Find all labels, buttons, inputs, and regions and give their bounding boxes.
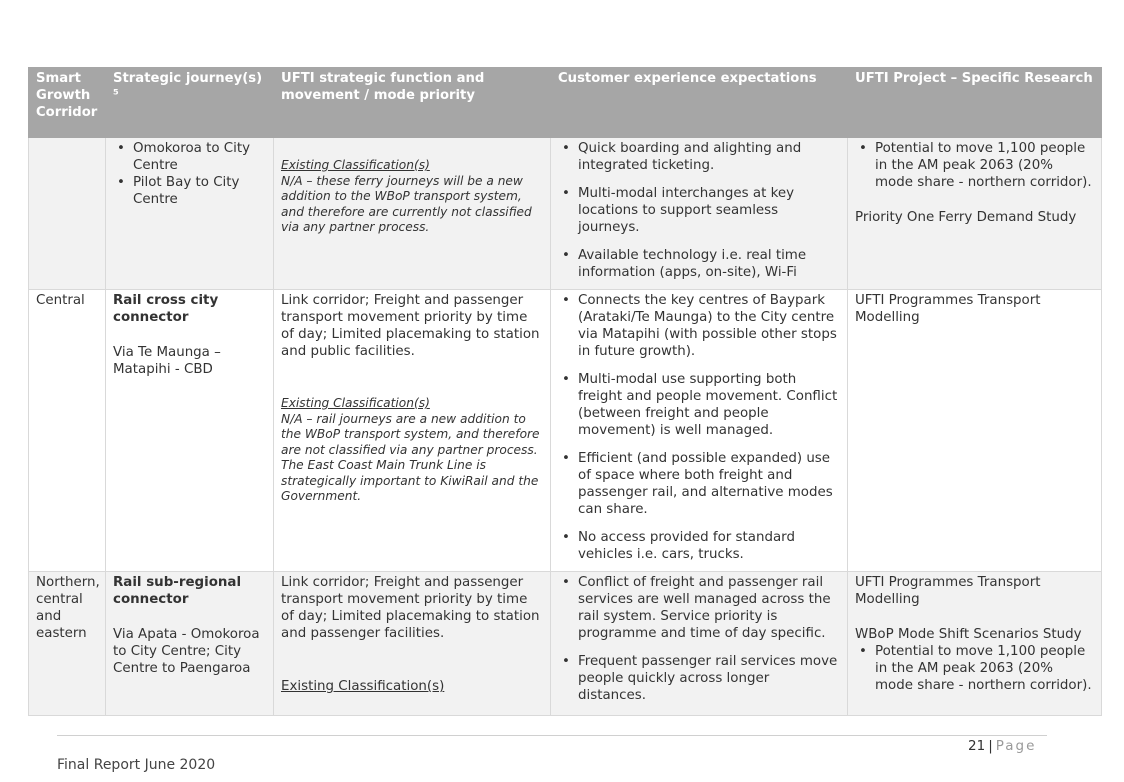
row3-research-text-2: WBoP Mode Shift Scenarios Study	[855, 627, 1082, 642]
table-header-row	[29, 68, 1102, 138]
page-number	[968, 738, 1036, 754]
list-item: • Frequent passenger rail services move people quickly across longer distances.	[558, 653, 840, 704]
row2-journey-via: Via Te Maunga – Matapihi - CBD	[113, 345, 221, 377]
row1-research-cell	[848, 138, 1102, 290]
row1-corridor-cell	[29, 138, 106, 290]
list-item: • Quick boarding and alighting and integrated ticketing.	[558, 140, 840, 174]
row1-expectations-list	[558, 140, 840, 281]
row3-expectations-list	[558, 574, 840, 704]
list-item: • Multi-modal interchanges at key locations to support seamless journeys.	[558, 185, 840, 236]
row3-research-cell	[848, 572, 1102, 716]
row2-journeys-cell	[106, 290, 274, 572]
list-item: • Omokoroa to City Centre	[113, 140, 266, 174]
footer-divider	[57, 735, 1047, 736]
header-expectations: Customer experience expectations	[551, 68, 848, 138]
row1-expectations-cell	[551, 138, 848, 290]
row3-expectations-cell	[551, 572, 848, 716]
header-corridor: Smart Growth Corridor	[29, 68, 106, 138]
row2-function-cell	[274, 290, 551, 572]
list-item: • Connects the key centres of Baypark (Arataki/Te Maunga) to the City centre via Matapihi (with possible other stops in future growth).	[558, 292, 840, 360]
row3-function-cell	[274, 572, 551, 716]
table-row	[29, 138, 1102, 290]
row1-function-cell	[274, 138, 551, 290]
row3-corridor-cell: Northern, central and eastern	[29, 572, 106, 716]
row1-journeys-list	[113, 140, 266, 208]
header-research: UFTI Project – Specific Research	[848, 68, 1102, 138]
row3-journey-title: Rail sub-regional connector	[113, 575, 242, 607]
row2-function-text: Link corridor; Freight and passenger transport movement priority by time of day; Limited placemaking to station and public facilities.	[281, 293, 540, 359]
list-item: • No access provided for standard vehicles i.e. cars, trucks.	[558, 529, 840, 563]
row2-classification-text: N/A – rail journeys are a new addition to the WBoP transport system, and therefore are not classified via any partner process.	[281, 411, 540, 457]
row1-classification-text: N/A – these ferry journeys will be a new addition to the WBoP transport system, and therefore are currently not classified via any partner process.	[281, 173, 532, 234]
row3-research-text-1: UFTI Programmes Transport Modelling	[855, 575, 1041, 607]
row2-expectations-list	[558, 292, 840, 563]
list-item: • Potential to move 1,100 people in the AM peak 2063 (20% mode share - northern corridor).	[855, 140, 1094, 191]
page-number-value: 21	[968, 738, 986, 754]
header-journeys: Strategic journey(s) ⁵	[106, 68, 274, 138]
row1-research-text: Priority One Ferry Demand Study	[855, 210, 1077, 225]
list-item: • Pilot Bay to City Centre	[113, 174, 266, 208]
list-item: • Potential to move 1,100 people in the AM peak 2063 (20% mode share - northern corridor).	[855, 643, 1094, 694]
row3-function-text: Link corridor; Freight and passenger transport movement priority by time of day; Limited placemaking to station and passenger facilities.	[281, 575, 540, 641]
list-item: • Available technology i.e. real time information (apps, on-site), Wi-Fi	[558, 247, 840, 281]
list-item: • Conflict of freight and passenger rail services are well managed across the rail system. Service priority is programme and time of day specific.	[558, 574, 840, 642]
row3-classification-heading: Existing Classification(s)	[281, 679, 445, 694]
header-function: UFTI strategic function and movement / mode priority	[274, 68, 551, 138]
row3-journeys-cell	[106, 572, 274, 716]
row3-journey-via: Via Apata - Omokoroa to City Centre; City Centre to Paengaroa	[113, 627, 260, 676]
row2-corridor-cell: Central	[29, 290, 106, 572]
corridor-table	[28, 67, 1102, 716]
row2-classification-heading: Existing Classification(s)	[281, 396, 430, 410]
row2-journey-title: Rail cross city connector	[113, 293, 219, 325]
row2-classification-text-2: The East Coast Main Trunk Line is strategically important to KiwiRail and the Government.	[281, 458, 539, 503]
list-item: • Multi-modal use supporting both freight and people movement. Conflict (between freight and people movement) is well managed.	[558, 371, 840, 439]
row1-journeys-cell	[106, 138, 274, 290]
report-footer-label: Final Report June 2020	[57, 757, 216, 773]
list-item: • Efficient (and possible expanded) use of space where both freight and passenger rail, and alternative modes can share.	[558, 450, 840, 518]
table-row	[29, 290, 1102, 572]
row2-research-cell: UFTI Programmes Transport Modelling	[848, 290, 1102, 572]
page-label: Page	[995, 738, 1037, 754]
table-row	[29, 572, 1102, 716]
page-separator: |	[988, 738, 993, 754]
row1-classification-heading: Existing Classification(s)	[281, 158, 430, 172]
row2-expectations-cell	[551, 290, 848, 572]
